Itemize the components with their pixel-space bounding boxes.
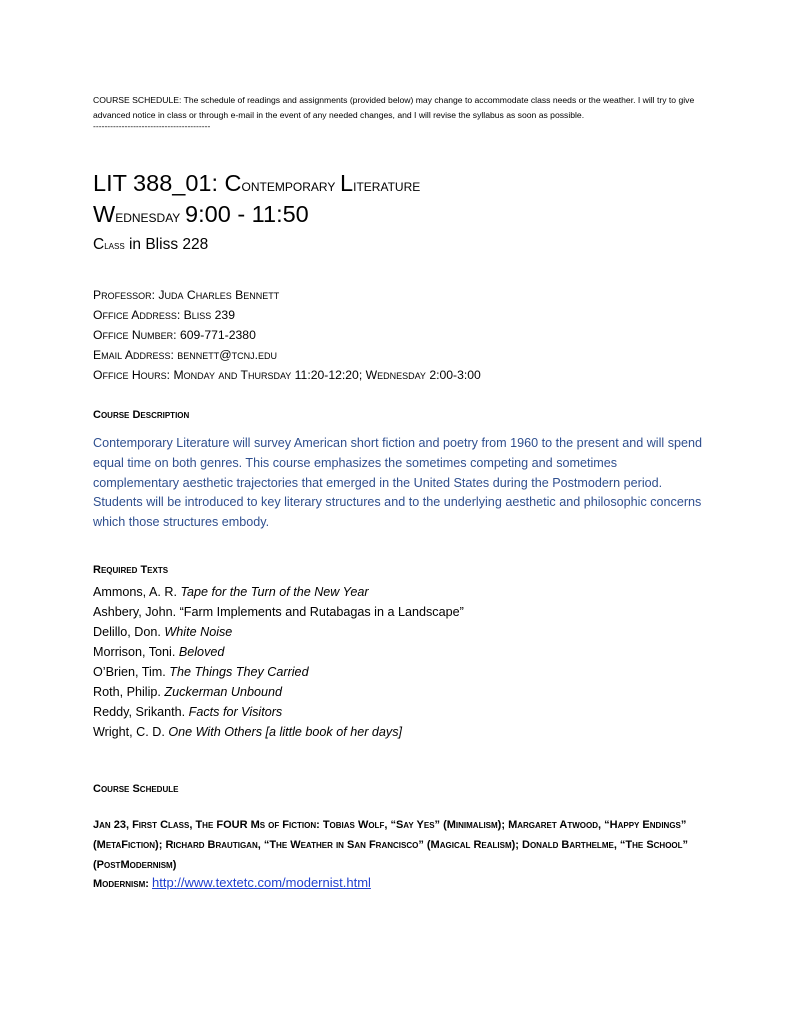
list-item [93,682,464,702]
professor-name-line [93,288,279,302]
office-number: 609-771-2380 [179,328,256,342]
list-item [93,702,464,722]
text-title: Beloved [178,645,225,659]
course-title [93,170,420,197]
text-title: Facts for Visitors [188,705,283,719]
class-initial: C [93,236,105,253]
course-description-body: Contemporary Literature will survey American short fiction and poetry from 1960 to the present and will spend equal time on both genres. This course emphasizes the sometimes competing and sometimes complementary aesthetic trajectories that emerged in the United States during the Postmodern period. Students will be introduced to key literary structures and to the underlying aesthetic and philosophic concerns which those structures embody. [93,436,703,530]
professor-label: Professor: [93,288,159,302]
text-author: Wright, C. D. [93,725,169,739]
course-title-initial-l: L [340,170,354,196]
email-label: Email Address: [93,348,178,362]
text-author: Reddy, Srikanth. [93,705,189,719]
notice-divider: ----------------------------------------- [93,121,211,131]
office-address: Bliss 239 [183,308,235,322]
text-author: Morrison, Toni. [93,645,179,659]
list-item [93,722,464,742]
text-author: O’Brien, Tim. [93,665,170,679]
course-title-part-1: ontemporary [241,176,341,195]
meeting-day-rest: ednesday [115,207,186,226]
text-author: Delillo, Don. [93,625,165,639]
modernism-link[interactable]: http://www.textetc.com/modernist.html [152,875,371,890]
meeting-time [93,201,309,228]
course-title-initial-c: C [224,170,242,196]
office-hours: Monday and Thursday 11:20-12:20; Wednesday 2:00-3:00 [173,368,481,382]
list-item [93,642,464,662]
text-title: One With Others [a little book of her days] [168,725,403,739]
office-address-label: Office Address: [93,308,184,322]
office-hours-label: Office Hours: [93,368,174,382]
text-title: Tape for the Turn of the New Year [180,585,369,599]
office-number-line [93,328,256,342]
list-item [93,622,464,642]
modernism-resource [93,875,371,890]
text-author: Ashbery, John. “Farm Implements and Rutabagas in a Landscape” [93,605,464,619]
text-title: The Things They Carried [169,665,309,679]
class-rest: lass [104,238,125,252]
office-hours-line [93,368,481,382]
course-code: LIT 388_01: [93,170,225,196]
course-schedule-heading: Course Schedule [93,783,179,795]
class-location [93,236,208,254]
professor-name: Juda Charles Bennett [158,288,280,302]
text-author: Ammons, A. R. [93,585,181,599]
text-title: White Noise [164,625,233,639]
course-title-part-2: iterature [353,176,421,195]
list-item [93,582,464,602]
list-item [93,662,464,682]
meeting-time-range: 9:00 - 11:50 [185,201,309,227]
course-description-heading: Course Description [93,409,190,421]
modernism-label: Modernism: [93,878,152,890]
required-texts-heading: Required Texts [93,564,169,576]
email-address[interactable]: bennett@tcnj.edu [177,348,278,362]
email-line [93,348,277,362]
required-texts-list [93,582,464,742]
schedule-entry-jan-23: Jan 23, First Class, The FOUR Ms of Fiction: Tobias Wolf, “Say Yes” (Minimalism); Margaret Atwood, “Happy Endings” (MetaFiction); Richard Brautigan, “The Weather in San Francisco” (Magical Realism); Donald Barthelme, “The School” (PostModernism) [93,819,689,871]
text-author: Roth, Philip. [93,685,165,699]
text-title: Zuckerman Unbound [164,685,283,699]
schedule-notice: COURSE SCHEDULE: The schedule of readings and assignments (provided below) may change to accommodate class needs or the weather. I will try to give advanced notice in class or through e-mail in the event of any needed changes, and I will revise the syllabus as soon as possible. [93,95,695,120]
office-number-label: Office Number: [93,328,180,342]
office-address-line [93,308,235,322]
meeting-day-initial: W [93,201,116,227]
list-item [93,602,464,622]
class-room: in Bliss 228 [124,236,209,253]
